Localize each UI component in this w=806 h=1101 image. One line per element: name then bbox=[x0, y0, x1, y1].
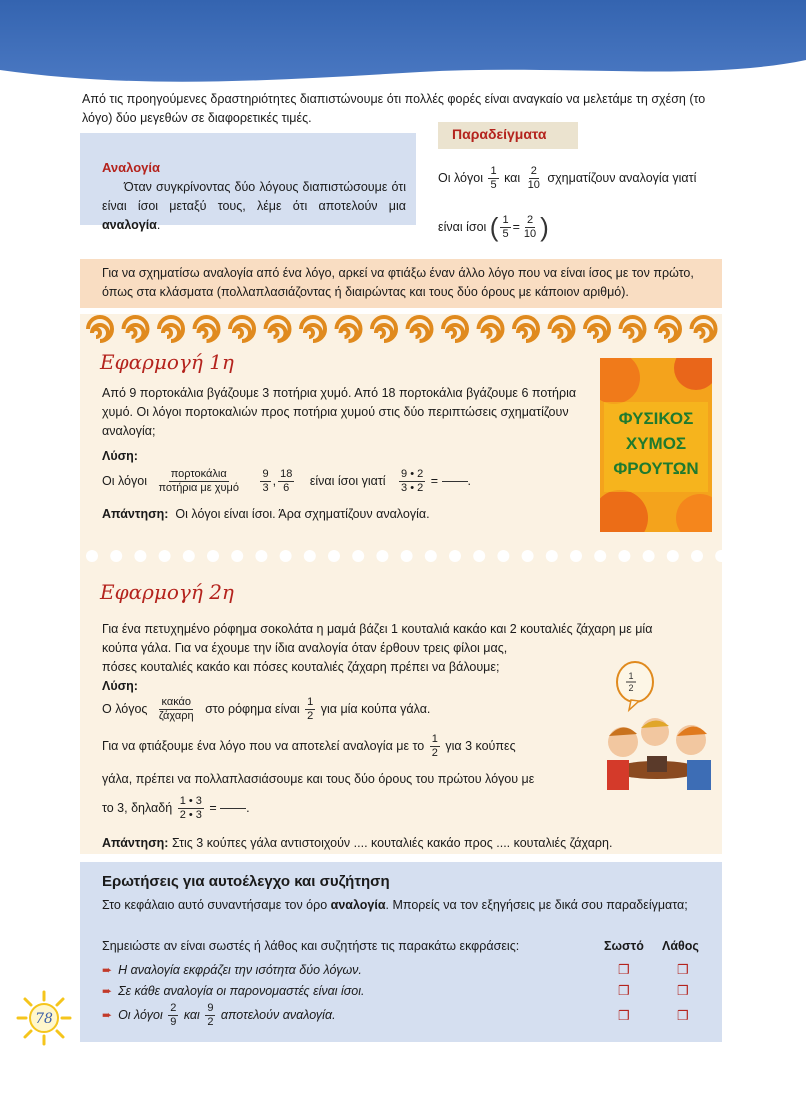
question-item-2 bbox=[102, 984, 365, 998]
definition-term: αναλογία bbox=[102, 218, 157, 232]
ratio-suffix: για μία κούπα γάλα. bbox=[320, 701, 431, 716]
divider-dot bbox=[183, 550, 195, 562]
juice-box-illustration bbox=[600, 358, 712, 532]
juice-line-3: ΦΡΟΥΤΩΝ bbox=[613, 459, 699, 478]
note-text: Για να σχηματίσω αναλογία από ένα λόγο, αρκεί να φτιάξω έναν άλλο λόγο που να είναι ίσος με τον πρώτο, όπως στα κλάσματα (πολλαπλασιάζοντας ή διαιρώντας και τους δύο όρους με κάποιον αριθμό). bbox=[102, 266, 694, 299]
divider-dot bbox=[715, 550, 722, 562]
swirl-ornament bbox=[621, 317, 645, 341]
app2-problem-2: κούπα γάλα. Για να έχουμε την ίδια αναλογία όταν έρθουν τρεις φίλοι μας, bbox=[102, 641, 508, 655]
checkbox-true-3[interactable]: ❒ bbox=[618, 1008, 630, 1023]
header-band bbox=[0, 0, 806, 95]
dotted-divider bbox=[80, 549, 722, 563]
divider-dot bbox=[376, 550, 388, 562]
question-text: Οι λόγοι bbox=[118, 1007, 163, 1022]
app2-answer bbox=[102, 834, 718, 853]
equals-sign: = bbox=[512, 219, 520, 234]
divider-dot bbox=[691, 550, 703, 562]
app1-problem: Από 9 πορτοκάλια βγάζουμε 3 ποτήρια χυμό. Από 18 πορτοκάλια βγάζουμε 6 ποτήρια χυμό. Οι λόγοι πορτοκαλιών προς ποτήρια χυμού στις δύο περιπτώσεις σχηματίζουν αναλογία; bbox=[102, 386, 577, 438]
app1-body bbox=[102, 384, 590, 524]
fraction: $\frac{1}{5}$ bbox=[490, 165, 497, 191]
swirl-ornament bbox=[692, 317, 716, 341]
definition-body: Όταν συγκρίνοντας δύο λόγους διαπιστώσουμε ότι είναι ίσοι μεταξύ τους, λέμε ότι αποτελούν μια bbox=[102, 180, 406, 213]
app1-answer bbox=[102, 505, 590, 524]
divider-dot bbox=[546, 550, 558, 562]
divider-dot bbox=[594, 550, 606, 562]
blank-line bbox=[220, 808, 246, 809]
definition-text bbox=[102, 178, 406, 235]
bubble-numerator: 1 bbox=[628, 671, 634, 681]
app2-title: Εφαρμογή 2η bbox=[100, 580, 234, 604]
intro-text: Από τις προηγούμενες δραστηριότητες διαπιστώνουμε ότι πολλές φορές είναι αναγκαίο να μελετάμε τη σχέση (το λόγο) δύο μεγεθών σε διαφορετικές τιμές. bbox=[82, 92, 706, 125]
fraction: $\frac{9}{3}$ bbox=[262, 468, 269, 494]
divider-dot bbox=[134, 550, 146, 562]
page-number: 78 bbox=[35, 1011, 53, 1027]
example-line-2: είναι ίσοι ( $\frac{1}{5}$ = $\frac{2}{10}$ ) bbox=[438, 212, 549, 242]
divider-dot bbox=[449, 550, 461, 562]
make-prefix: Για να φτιάξουμε ένα λόγο που να αποτελεί αναλογία με το bbox=[102, 738, 425, 753]
equal-text: είναι ίσοι γιατί bbox=[309, 473, 386, 488]
swirl-ornament bbox=[585, 317, 609, 341]
divider-dot bbox=[643, 550, 655, 562]
thus-prefix: το 3, δηλαδή bbox=[102, 800, 173, 815]
kids-drinking-illustration bbox=[603, 660, 715, 790]
question-text: Η αναλογία εκφράζει την ισότητα δύο λόγων. bbox=[118, 963, 362, 977]
divider-dot bbox=[110, 550, 122, 562]
example-suffix: σχηματίζουν αναλογία γιατί bbox=[547, 170, 697, 185]
fraction: $\frac{18}{6}$ bbox=[280, 468, 293, 494]
divider-dot bbox=[231, 550, 243, 562]
swirl-ornament bbox=[195, 317, 219, 341]
fraction: $\frac{9 • 2}{3 • 2}$ bbox=[401, 468, 424, 494]
divider-dot bbox=[522, 550, 534, 562]
divider-dot bbox=[328, 550, 340, 562]
app1-solution-label: Λύση: bbox=[102, 449, 138, 463]
blank-line bbox=[442, 481, 468, 482]
divider-dot bbox=[159, 550, 171, 562]
swirl-ornament bbox=[230, 317, 254, 341]
swirl-ornament bbox=[550, 317, 574, 341]
column-true: Σωστό bbox=[604, 939, 644, 953]
swirl-ornament bbox=[88, 317, 112, 341]
questions-title: Ερωτήσεις για αυτοέλεγχο και συζήτηση bbox=[102, 873, 390, 890]
divider-dot bbox=[425, 550, 437, 562]
fraction: $\frac{9}{2}$ bbox=[207, 1002, 214, 1028]
fraction: $\frac{1 • 3}{2 • 3}$ bbox=[179, 795, 202, 821]
ratio-prefix: Ο λόγος bbox=[102, 701, 148, 716]
intro-term: αναλογία bbox=[330, 898, 386, 912]
divider-dot bbox=[352, 550, 364, 562]
word-fraction: $\frac{\text{πορτοκάλια}}{\text{ποτήρια με χυμό}}$ bbox=[158, 468, 239, 494]
example-prefix: Οι λόγοι bbox=[438, 170, 483, 185]
swirl-ornament bbox=[443, 317, 467, 341]
divider-dot bbox=[304, 550, 316, 562]
definition-title: Αναλογία bbox=[102, 160, 160, 175]
ratio-mid: στο ρόφημα είναι bbox=[205, 701, 300, 716]
question-item-3 bbox=[102, 1002, 336, 1029]
divider-dot bbox=[255, 550, 267, 562]
divider-dot bbox=[570, 550, 582, 562]
answer-label: Απάντηση: bbox=[102, 836, 169, 850]
swirl-ornament bbox=[124, 317, 148, 341]
divider-dot bbox=[207, 550, 219, 562]
intro-before: Στο κεφάλαιο αυτό συναντήσαμε τον όρο bbox=[102, 898, 331, 912]
fraction: $\frac{2}{10}$ bbox=[523, 214, 537, 240]
swirl-ornament bbox=[656, 317, 680, 341]
example-equal-text: είναι ίσοι bbox=[438, 219, 487, 234]
question-and: και bbox=[183, 1007, 200, 1022]
swirl-ornament bbox=[301, 317, 325, 341]
fraction: $\frac{1}{5}$ bbox=[502, 214, 509, 240]
answer-text: Στις 3 κούπες γάλα αντιστοιχούν .... κουταλιές κακάο προς .... κουταλιές ζάχαρη. bbox=[171, 836, 613, 850]
app1-solution-line: Οι λόγοι $\frac{\text{πορτοκάλια}}{\text{ποτήρια με χυμό}}$ $\frac{9}{3}$ , $\frac{18}{6}$ είναι ίσοι γιατί $\frac{9 • 2}{3 • 2}$ = . bbox=[102, 468, 471, 494]
examples-title: Παραδείγματα bbox=[452, 126, 547, 142]
answer-label: Απάντηση: bbox=[102, 507, 169, 521]
arrow-icon: ➨ bbox=[102, 984, 113, 998]
arrow-icon: ➨ bbox=[102, 1007, 113, 1022]
page-number-sun-icon bbox=[16, 990, 72, 1046]
swirl-ornament bbox=[266, 317, 290, 341]
answer-text: Οι λόγοι είναι ίσοι. Άρα σχηματίζουν αναλογία. bbox=[175, 507, 430, 521]
fraction: $\frac{1}{2}$ bbox=[307, 696, 314, 722]
checkbox-true-1[interactable]: ❒ bbox=[618, 962, 630, 977]
divider-dot bbox=[401, 550, 413, 562]
question-text: Σε κάθε αναλογία οι παρονομαστές είναι ίσοι. bbox=[118, 984, 365, 998]
checkbox-false-3[interactable]: ❒ bbox=[677, 1008, 689, 1023]
fraction: $\frac{1}{2}$ bbox=[431, 733, 438, 759]
word-fraction: $\frac{\text{κακάο}}{\text{ζάχαρη}}$ bbox=[158, 696, 194, 722]
question-suffix: αποτελούν αναλογία. bbox=[220, 1007, 336, 1022]
fraction: $\frac{2}{10}$ bbox=[527, 165, 540, 191]
questions-intro bbox=[102, 896, 714, 915]
app2-thus-line: το 3, δηλαδή $\frac{1 • 3}{2 • 3}$ = . bbox=[102, 795, 250, 821]
swirl-ornament bbox=[372, 317, 396, 341]
checkbox-true-2[interactable]: ❒ bbox=[618, 983, 630, 998]
questions-instruction: Σημειώστε αν είναι σωστές ή λάθος και συζητήστε τις παρακάτω εκφράσεις: bbox=[102, 939, 520, 953]
swirl-ornament bbox=[337, 317, 361, 341]
arrow-icon: ➨ bbox=[102, 963, 113, 977]
swirl-ornament bbox=[479, 317, 503, 341]
fraction: $\frac{2}{9}$ bbox=[170, 1002, 177, 1028]
swirl-ornament bbox=[408, 317, 432, 341]
bubble-denominator: 2 bbox=[628, 683, 634, 693]
example-line-1 bbox=[438, 165, 696, 192]
swirl-border bbox=[80, 314, 722, 344]
juice-line-2: ΧΥΜΟΣ bbox=[625, 434, 687, 453]
app2-problem-1: Για ένα πετυχημένο ρόφημα σοκολάτα η μαμά βάζει 1 κουταλιά κακάο και 2 κουταλιές ζάχαρη με μία bbox=[102, 622, 653, 636]
checkbox-false-1[interactable]: ❒ bbox=[677, 962, 689, 977]
swirl-ornament bbox=[159, 317, 183, 341]
checkbox-false-2[interactable]: ❒ bbox=[677, 983, 689, 998]
make-suffix: για 3 κούπες bbox=[445, 738, 516, 753]
divider-dot bbox=[497, 550, 509, 562]
app2-multiply-line: γάλα, πρέπει να πολλαπλασιάσουμε και τους δύο όρους του πρώτου λόγου με bbox=[102, 772, 535, 786]
example-and: και bbox=[504, 170, 521, 185]
column-false: Λάθος bbox=[662, 939, 699, 953]
ratio-prefix: Οι λόγοι bbox=[102, 473, 147, 488]
divider-dot bbox=[618, 550, 630, 562]
divider-dot bbox=[667, 550, 679, 562]
divider-dot bbox=[86, 550, 98, 562]
divider-dot bbox=[473, 550, 485, 562]
divider-dot bbox=[280, 550, 292, 562]
app1-title: Εφαρμογή 1η bbox=[100, 350, 234, 374]
intro-after: . Μπορείς να τον εξηγήσεις με δικά σου παραδείγματα; bbox=[385, 898, 688, 912]
app2-solution-label: Λύση: bbox=[102, 679, 138, 693]
juice-line-1: ΦΥΣΙΚΟΣ bbox=[618, 409, 694, 428]
swirl-ornament bbox=[514, 317, 538, 341]
definition-end: . bbox=[156, 218, 161, 232]
question-item-1 bbox=[102, 963, 362, 977]
app2-problem-3: πόσες κουταλιές κακάο και πόσες κουταλιές ζάχαρη πρέπει να βάλουμε; bbox=[102, 660, 500, 674]
